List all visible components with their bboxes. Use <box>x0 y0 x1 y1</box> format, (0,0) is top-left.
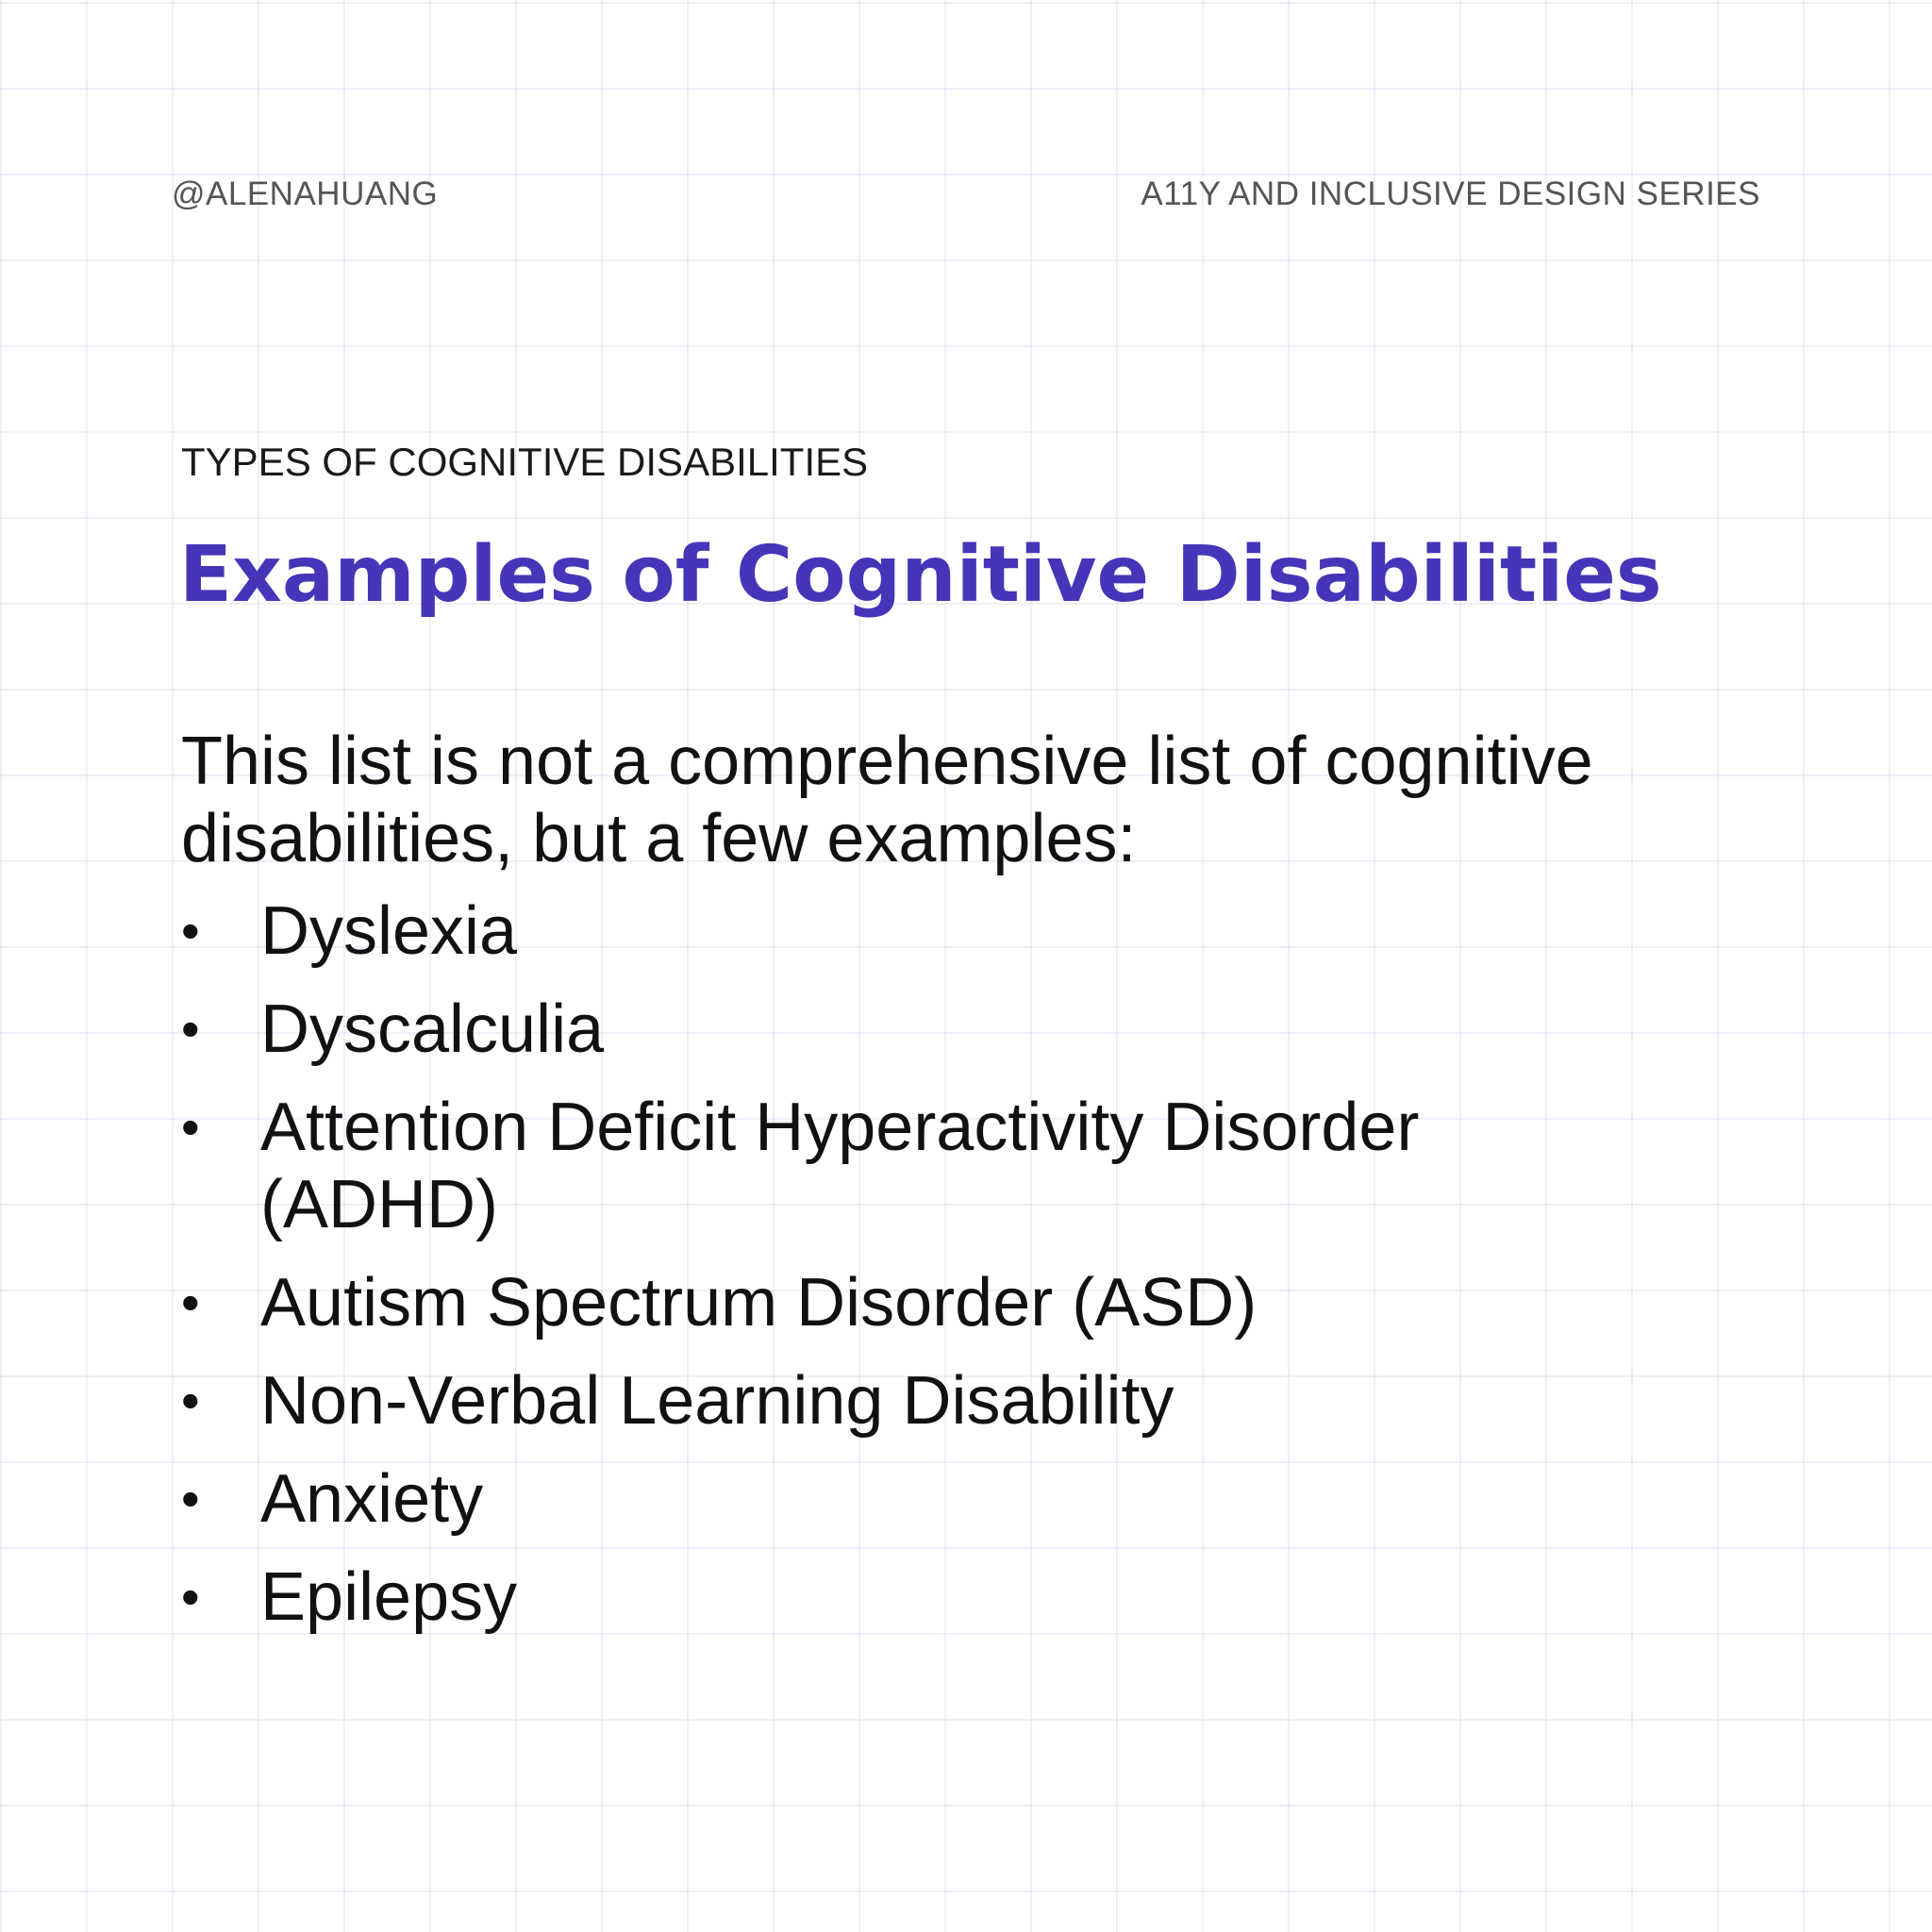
bullet-icon: • <box>181 1371 200 1430</box>
list-item <box>170 1264 1641 1341</box>
bullet-icon: • <box>181 1567 200 1626</box>
list-item <box>170 1089 1641 1243</box>
series-label: A11Y AND INCLUSIVE DESIGN SERIES <box>1141 175 1760 212</box>
list-item <box>170 991 1641 1068</box>
intro-paragraph: This list is not a comprehensive list of cognitive disabilities, but a few examples: <box>181 724 1593 876</box>
bullet-icon: • <box>181 1469 200 1528</box>
bullet-icon: • <box>181 1097 200 1157</box>
list-item-label: Autism Spectrum Disorder (ASD) <box>260 1265 1257 1341</box>
list-item-label: Epilepsy <box>260 1559 518 1635</box>
author-handle: @ALENAHUANG <box>172 175 439 212</box>
list-item-label: Attention Deficit Hyperactivity Disorder (ADHD) <box>260 1090 1420 1242</box>
list-item-label: Dyslexia <box>260 893 518 969</box>
list-item <box>170 1558 1641 1636</box>
page-title: Examples of Cognitive Disabilities <box>179 530 1662 620</box>
bullet-icon: • <box>181 901 200 960</box>
list-item <box>170 1362 1641 1440</box>
bullet-icon: • <box>181 1273 200 1332</box>
section-kicker: TYPES OF COGNITIVE DISABILITIES <box>181 440 869 484</box>
list-item <box>170 892 1641 970</box>
list-item-label: Dyscalculia <box>260 991 605 1067</box>
bullet-icon: • <box>181 999 200 1058</box>
list-item-label: Anxiety <box>260 1461 484 1537</box>
list-item <box>170 1460 1641 1538</box>
list-item-label: Non-Verbal Learning Disability <box>260 1363 1174 1439</box>
disabilities-list <box>170 892 1641 1657</box>
